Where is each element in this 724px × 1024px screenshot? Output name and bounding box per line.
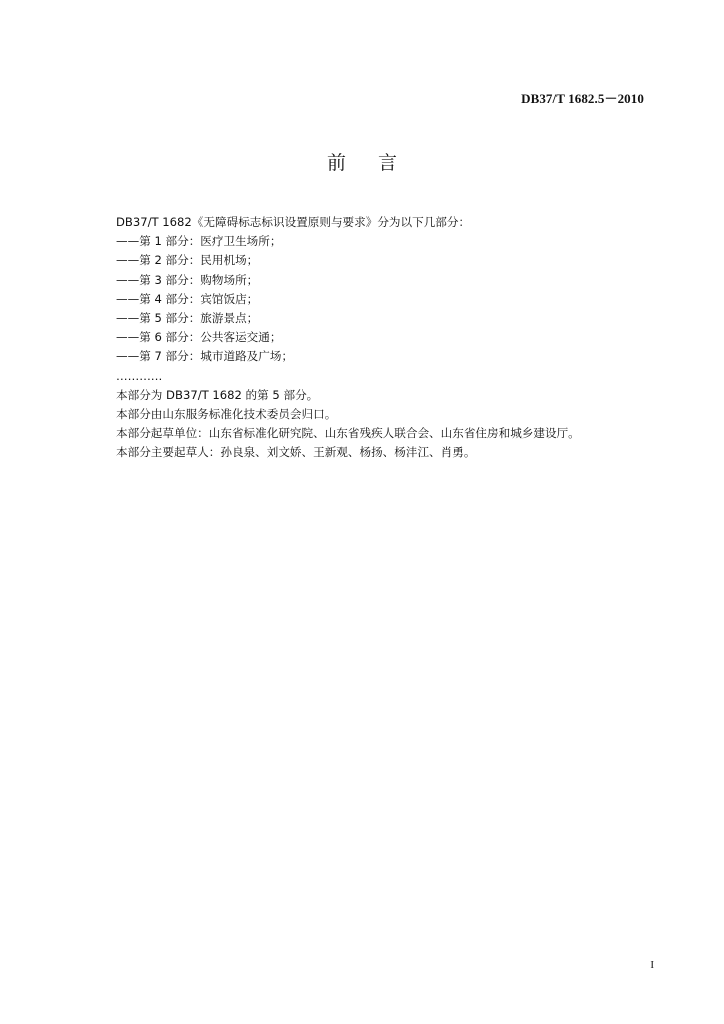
page-number: I <box>650 959 654 971</box>
document-code: DB37/T 1682.5－2010 <box>521 91 644 106</box>
drafting-units: 本部分起草单位：山东省标准化研究院、山东省残疾人联合会、山东省住房和城乡建设厅。 <box>116 426 580 441</box>
page-title: 前言 <box>326 152 429 174</box>
part-item-4: ——第 4 部分：宾馆饭店； <box>116 291 259 306</box>
part-item-5: ——第 5 部分：旅游景点； <box>116 311 259 326</box>
part-statement: 本部分为 DB37/T 1682 的第 5 部分。 <box>116 387 319 402</box>
ellipsis: ………… <box>116 368 163 383</box>
part-item-6: ——第 6 部分：公共客运交通； <box>116 330 282 345</box>
part-item-3: ——第 3 部分：购物场所； <box>116 272 259 287</box>
part-item-7: ——第 7 部分：城市道路及广场； <box>116 349 294 364</box>
part-item-2: ——第 2 部分：民用机场； <box>116 253 259 268</box>
foreword-body <box>116 213 636 463</box>
main-drafters: 本部分主要起草人：孙良泉、刘文娇、王新观、杨扬、杨沣江、肖勇。 <box>116 445 476 460</box>
foreword-intro: DB37/T 1682《无障碍标志标识设置原则与要求》分为以下几部分： <box>116 215 471 229</box>
responsible-committee: 本部分由山东服务标准化技术委员会归口。 <box>116 407 337 422</box>
part-item-1: ——第 1 部分：医疗卫生场所； <box>116 234 282 249</box>
